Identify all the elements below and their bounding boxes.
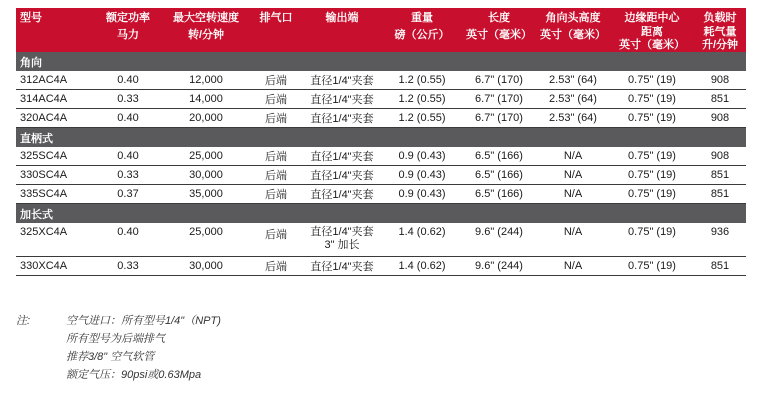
table-cell: 0.37 — [94, 185, 162, 204]
table-cell: 1.4 (0.62) — [382, 223, 462, 257]
table-cell: 0.75" (19) — [610, 185, 694, 204]
table-cell: 330XC4A — [16, 257, 94, 276]
table-cell: 直径1/4"夹套 — [302, 147, 382, 166]
table-cell: 335SC4A — [16, 185, 94, 204]
table-cell: 后端 — [250, 147, 302, 166]
table-cell: 908 — [694, 147, 746, 166]
table-cell: 0.40 — [94, 71, 162, 90]
table-cell: 直径1/4"夹套 — [302, 71, 382, 90]
col-weight: 重量 — [382, 8, 462, 26]
section-row — [16, 204, 746, 224]
table-cell: 851 — [694, 166, 746, 185]
table-cell: 直径1/4"夹套 — [302, 185, 382, 204]
table-row — [16, 109, 746, 128]
table-cell: 后端 — [250, 71, 302, 90]
notes-label: 注: — [16, 315, 31, 327]
table-cell: 后端 — [250, 90, 302, 109]
output-value: 直径1/4"夹套 — [310, 226, 374, 238]
unit-speed: 转/分钟 — [162, 26, 250, 52]
col-edge-distance: 边缘距中心 — [610, 8, 694, 26]
table-cell: 0.33 — [94, 257, 162, 276]
unit-length: 英寸（毫米） — [462, 26, 536, 52]
unit-power: 马力 — [94, 26, 162, 52]
unit-consumption: 耗气量 升/分钟 — [694, 26, 746, 52]
table-cell: 后端 — [250, 223, 302, 257]
section-row — [16, 128, 746, 148]
table-cell: 0.40 — [94, 147, 162, 166]
unit-edge-distance: 距离 英寸（毫米） — [610, 26, 694, 52]
table-cell: 14,000 — [162, 90, 250, 109]
table-cell: 25,000 — [162, 147, 250, 166]
output-extension: 3" 加长 — [324, 239, 360, 251]
section-title: 加长式 — [16, 204, 746, 224]
header-row — [16, 8, 746, 26]
table-cell: 9.6" (244) — [462, 257, 536, 276]
table-cell: 330SC4A — [16, 166, 94, 185]
table-cell: 320AC4A — [16, 109, 94, 128]
col-output: 输出端 — [302, 8, 382, 26]
table-cell: 后端 — [250, 257, 302, 276]
table-cell: 直径1/4"夹套 — [302, 166, 382, 185]
table-cell: 6.5" (166) — [462, 166, 536, 185]
table-cell: 30,000 — [162, 257, 250, 276]
col-angle-height: 角向头高度 — [536, 8, 610, 26]
table-cell: 936 — [694, 223, 746, 257]
unit-weight: 磅（公斤） — [382, 26, 462, 52]
table-cell: 325XC4A — [16, 223, 94, 257]
col-speed: 最大空转速度 — [162, 8, 250, 26]
header-units-row — [16, 26, 746, 52]
table-cell: N/A — [536, 166, 610, 185]
table-cell: 1.4 (0.62) — [382, 257, 462, 276]
table-cell: 35,000 — [162, 185, 250, 204]
table-cell: 0.75" (19) — [610, 257, 694, 276]
table-cell: 0.75" (19) — [610, 166, 694, 185]
note-line: 推荐3/8" 空气软管 — [66, 351, 155, 363]
table-cell: 6.7" (170) — [462, 90, 536, 109]
table-row — [16, 90, 746, 109]
table-cell: 6.5" (166) — [462, 147, 536, 166]
col-length: 长度 — [462, 8, 536, 26]
table-cell: 0.75" (19) — [610, 223, 694, 257]
table-cell: 0.33 — [94, 90, 162, 109]
note-line: 所有型号为后端排气 — [66, 333, 165, 345]
table-cell: 6.7" (170) — [462, 71, 536, 90]
table-cell: 2.53" (64) — [536, 109, 610, 128]
table-cell: 0.33 — [94, 166, 162, 185]
table-cell: 0.40 — [94, 109, 162, 128]
table-cell: 0.40 — [94, 223, 162, 257]
table-row — [16, 71, 746, 90]
table-cell: 314AC4A — [16, 90, 94, 109]
table-cell: 1.2 (0.55) — [382, 71, 462, 90]
col-consumption: 负载时 — [694, 8, 746, 26]
col-power: 额定功率 — [94, 8, 162, 26]
table-cell: N/A — [536, 257, 610, 276]
spec-table — [16, 8, 746, 276]
unit-angle-height: 英寸（毫米） — [536, 26, 610, 52]
table-cell: 1.2 (0.55) — [382, 109, 462, 128]
table-cell: 2.53" (64) — [536, 90, 610, 109]
table-cell: 20,000 — [162, 109, 250, 128]
table-row — [16, 257, 746, 276]
table-cell: 6.5" (166) — [462, 185, 536, 204]
table-cell: 0.75" (19) — [610, 90, 694, 109]
table-row — [16, 223, 746, 257]
col-exhaust: 排气口 — [250, 8, 302, 26]
table-cell: 851 — [694, 90, 746, 109]
table-cell: 6.7" (170) — [462, 109, 536, 128]
table-cell: N/A — [536, 147, 610, 166]
table-cell: 25,000 — [162, 223, 250, 257]
table-cell: 851 — [694, 257, 746, 276]
table-cell: 0.9 (0.43) — [382, 147, 462, 166]
table-cell: 0.75" (19) — [610, 71, 694, 90]
table-cell: 908 — [694, 71, 746, 90]
table-cell: 0.75" (19) — [610, 147, 694, 166]
table-cell: 后端 — [250, 166, 302, 185]
table-cell: 2.53" (64) — [536, 71, 610, 90]
table-cell: 0.9 (0.43) — [382, 185, 462, 204]
section-title: 角向 — [16, 52, 746, 71]
table-cell: 325SC4A — [16, 147, 94, 166]
col-model: 型号 — [16, 8, 94, 26]
table-cell: 直径1/4"夹套 — [302, 90, 382, 109]
table-cell: 9.6" (244) — [462, 223, 536, 257]
table-row — [16, 166, 746, 185]
table-cell: 直径1/4"夹套 — [302, 109, 382, 128]
note-line: 额定气压：90psi或0.63Mpa — [66, 369, 202, 381]
table-cell: 0.75" (19) — [610, 109, 694, 128]
table-cell: 后端 — [250, 185, 302, 204]
section-title: 直柄式 — [16, 128, 746, 148]
table-cell: 851 — [694, 185, 746, 204]
section-row — [16, 52, 746, 71]
table-cell: N/A — [536, 223, 610, 257]
table-row — [16, 147, 746, 166]
table-cell: 312AC4A — [16, 71, 94, 90]
note-line: 空气进口：所有型号1/4"（NPT) — [66, 315, 221, 327]
table-cell: 908 — [694, 109, 746, 128]
table-row — [16, 185, 746, 204]
table-cell: 直径1/4"夹套 — [302, 257, 382, 276]
table-cell: 0.9 (0.43) — [382, 166, 462, 185]
table-cell — [302, 223, 382, 257]
table-cell: 后端 — [250, 109, 302, 128]
table-cell: 1.2 (0.55) — [382, 90, 462, 109]
table-cell: 30,000 — [162, 166, 250, 185]
table-cell: 12,000 — [162, 71, 250, 90]
table-cell: N/A — [536, 185, 610, 204]
